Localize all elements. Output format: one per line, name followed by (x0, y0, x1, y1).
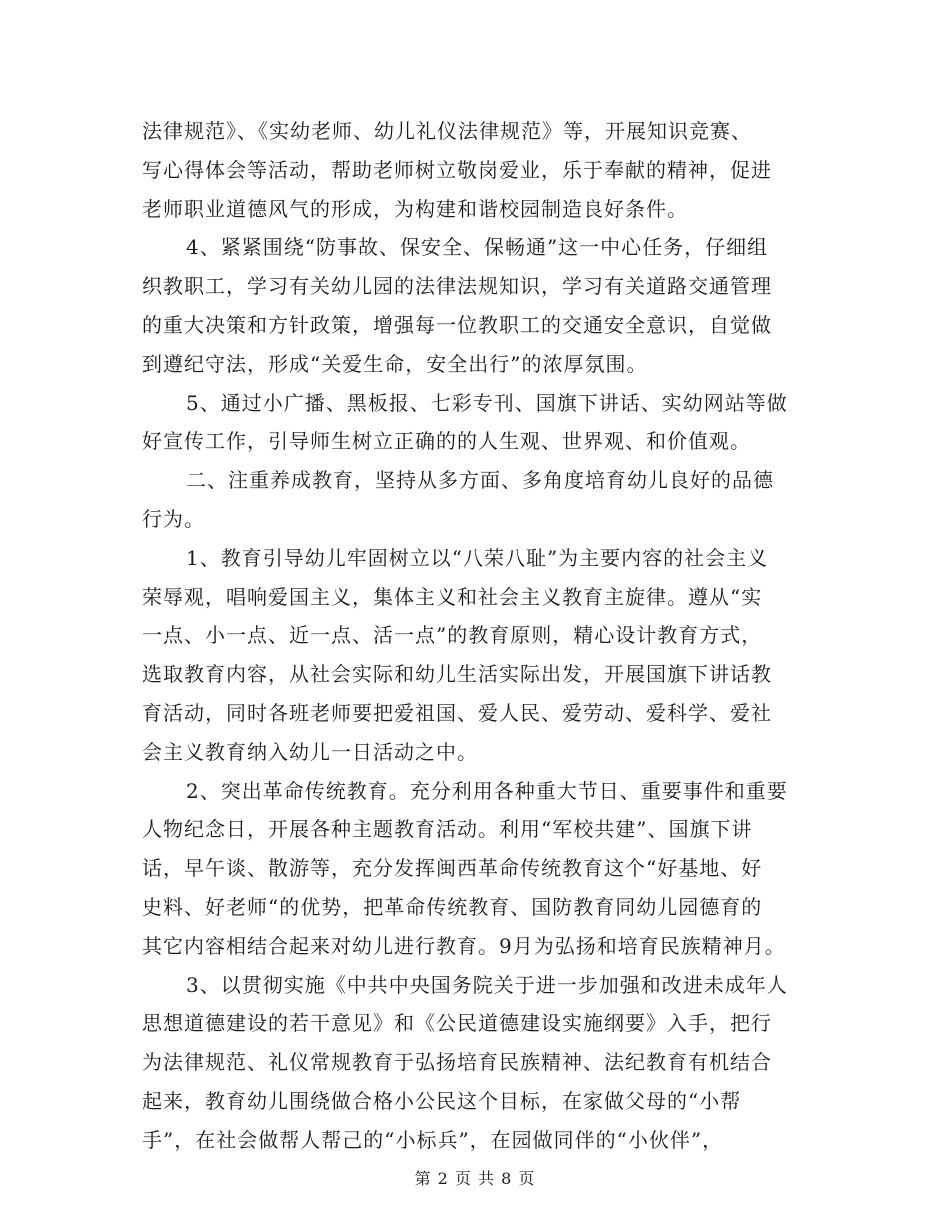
text-line: 起来，教育幼儿围绕做合格小公民这个目标，在家做父母的“小帮 (142, 1088, 742, 1113)
text-line: 史料、好老师“的优势，把革命传统教育、国防教育同幼儿园德育的 (142, 894, 763, 919)
text-line: 话，早午谈、散游等，充分发挥闽西革命传统教育这个“好基地、好 (142, 856, 763, 881)
text-line: 二、注重养成教育，坚持从多方面、多角度培育幼儿良好的品德 (186, 468, 774, 493)
text-line: 思想道德建设的若干意见》和《公民道德建设实施纲要》入手，把行 (142, 1011, 772, 1036)
text-line: 老师职业道德风气的形成，为构建和谐校园制造良好条件。 (142, 196, 688, 221)
text-line: 法律规范》、《实幼老师、幼儿礼仪法律规范》等，开展知识竞赛、 (142, 119, 752, 143)
text-line: 行为。 (142, 506, 205, 531)
text-line: 其它内容相结合起来对幼儿进行教育。9月为弘扬和培育民族精神月。 (142, 933, 786, 958)
text-line: 1、教育引导幼儿牢固树立以“八荣八耻”为主要内容的社会主义 (186, 545, 769, 570)
text-line: 好宣传工作，引导师生树立正确的的人生观、世界观、和价值观。 (142, 429, 751, 454)
text-line: 一点、小一点、近一点、活一点”的教育原则，精心设计教育方式， (142, 623, 763, 648)
text-line: 3、以贯彻实施《中共中央国务院关于进一步加强和改进未成年人 (186, 972, 788, 997)
text-line: 会主义教育纳入幼儿一日活动之中。 (142, 739, 478, 764)
text-line: 到遵纪守法，形成“关爱生命，安全出行”的浓厚氛围。 (142, 351, 648, 376)
text-line: 2、突出革命传统教育。充分利用各种重大节日、重要事件和重要 (186, 778, 788, 803)
text-line: 织教职工，学习有关幼儿园的法律法规知识，学习有关道路交通管理 (142, 274, 772, 299)
text-line: 的重大决策和方针政策，增强每一位教职工的交通安全意识，自觉做 (142, 312, 772, 337)
text-line: 写心得体会等活动，帮助老师树立敬岗爱业，乐于奉献的精神，促进 (142, 157, 772, 182)
document-body (142, 112, 812, 1160)
text-line: 5、通过小广播、黑板报、七彩专刊、国旗下讲话、实幼网站等做 (186, 390, 788, 415)
text-line: 为法律规范、礼仪常规教育于弘扬培育民族精神、法纪教育有机结合 (142, 1050, 772, 1075)
text-line: 荣辱观，唱响爱国主义，集体主义和社会主义教育主旋律。遵从“实 (142, 584, 763, 609)
text-line: 人物纪念日，开展各种主题教育活动。利用“军校共建”、国旗下讲 (142, 817, 753, 842)
text-line: 4、紧紧围绕“防事故、保安全、保畅通”这一中心任务，仔细组 (186, 235, 769, 260)
text-line: 选取教育内容，从社会实际和幼儿生活实际出发，开展国旗下讲话教 (142, 662, 772, 687)
page-footer: 第 2 页 共 8 页 (414, 1169, 536, 1188)
text-line: 育活动，同时各班老师要把爱祖国、爱人民、爱劳动、爱科学、爱社 (142, 700, 772, 725)
text-line: 手”，在社会做帮人帮己的“小标兵”，在园做同伴的“小伙伴”， (142, 1127, 724, 1152)
